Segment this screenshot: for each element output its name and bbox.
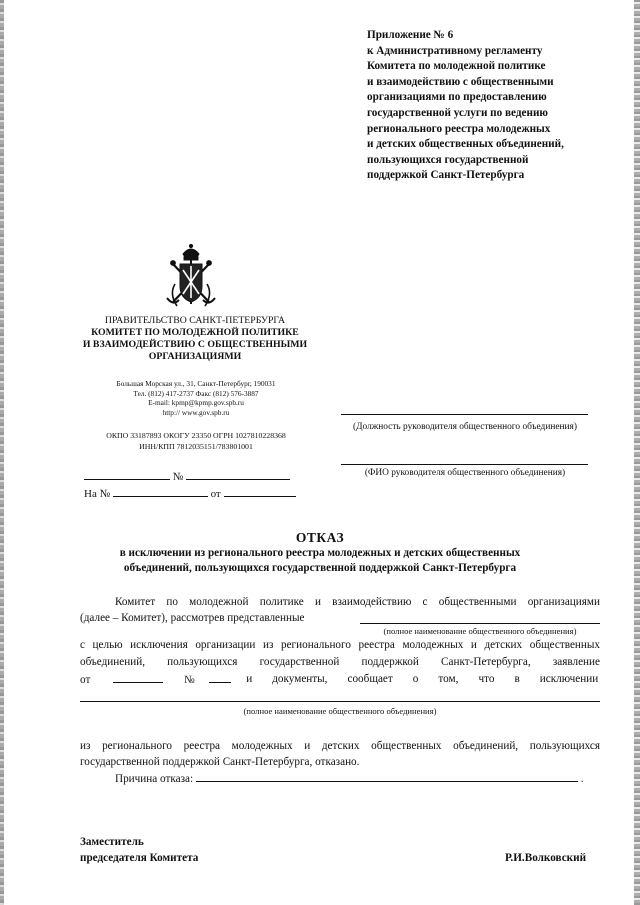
body-line: объединений, пользующихся государственной поддержкой Санкт-Петербурга, заявление (80, 656, 600, 668)
scan-right-edge (634, 0, 640, 905)
body-line: Комитет по молодежной политике и взаимодействию с общественными организациями (115, 596, 600, 608)
number-sign: № (172, 471, 184, 483)
committee-name-line2: И ВЗАИМОДЕЙСТВИЮ С ОБЩЕСТВЕННЫМИ (82, 339, 308, 350)
contact-info (80, 379, 312, 417)
signatory-role-line2: председателя Комитета (80, 852, 199, 864)
appendix-block (367, 28, 627, 184)
body-line: из регионального реестра молодежных и детских общественных объединений, пользующихся (80, 740, 600, 752)
org-name-line-2 (80, 701, 600, 702)
outgoing-number-line (84, 469, 290, 484)
appendix-line: Комитета по молодежной политике (367, 60, 546, 73)
refusal-reason-line (115, 771, 600, 787)
from-date-blank (224, 486, 296, 497)
statement-number-blank (209, 672, 231, 683)
address: Большая Морская ул., 31, Санкт-Петербург, 190031 (116, 379, 276, 388)
organization-header (80, 315, 310, 363)
position-caption: (Должность руководителя общественного объединения) (353, 422, 577, 432)
org-name-line (360, 623, 600, 624)
org-name-caption-2: (полное наименование общественного объединения) (243, 706, 437, 716)
registration-codes (80, 431, 312, 452)
document-title: ОТКАЗ (295, 530, 345, 545)
appendix-line: организациями по предоставлению (367, 91, 547, 104)
reason-blank (196, 771, 578, 782)
committee-name-line1: КОМИТЕТ ПО МОЛОДЕЖНОЙ ПОЛИТИКЕ (91, 327, 299, 338)
coat-of-arms-icon (163, 244, 219, 310)
appendix-line: государственной услуги по ведению (367, 106, 548, 119)
phone-fax: Тел. (812) 417-2737 Факс (812) 576-3887 (133, 388, 259, 398)
email: E-mail: kpmp@kpmp.gov.spb.ru (148, 398, 244, 408)
government-name: ПРАВИТЕЛЬСТВО САНКТ-ПЕТЕРБУРГА (104, 315, 286, 326)
appendix-line: регионального реестра молодежных (367, 122, 551, 135)
fio-line (341, 464, 588, 465)
website: http:// www.gov.spb.ru (162, 407, 230, 417)
appendix-line: поддержкой Санкт-Петербурга (367, 169, 525, 182)
document-subtitle-line1: в исключении из регионального реестра молодежных и детских общественных (119, 547, 521, 559)
committee-name-line3: ОРГАНИЗАЦИЯМИ (148, 351, 242, 362)
statement-number-sign: № (183, 674, 195, 686)
document-subtitle-line2: объединений, пользующихся государственной поддержкой Санкт-Петербурга (123, 562, 517, 574)
on-number-label: На № (84, 488, 111, 500)
inn-kpp: ИНН/КПП 7812035151/783801001 (139, 441, 253, 451)
body-line-from (80, 672, 600, 688)
position-line (341, 414, 588, 415)
org-name-caption: (полное наименование общественного объединения) (383, 626, 577, 636)
appendix-line: пользующихся государственной (367, 153, 529, 166)
fio-caption: (ФИО руководителя общественного объединения) (364, 468, 566, 478)
scan-left-edge (0, 0, 4, 905)
okpo-codes: ОКПО 33187893 ОКОГУ 23350 ОГРН 1027810228368 (106, 431, 286, 440)
appendix-line: к Административному регламенту (367, 44, 543, 57)
incoming-number-line (84, 486, 296, 501)
from-word: от (80, 674, 91, 686)
statement-date-blank (113, 672, 163, 683)
on-number-blank (113, 486, 208, 497)
reason-label: Причина отказа: (115, 773, 194, 785)
signatory-role-line1: Заместитель (80, 836, 144, 848)
body-line-text: (далее – Комитет), рассмотрев представленные (80, 612, 305, 624)
date-blank (84, 469, 170, 480)
appendix-line: и взаимодействию с общественными (367, 75, 554, 88)
body-line: с целью исключения организации из регионального реестра молодежных и детских общественных (80, 639, 600, 651)
signatory-name: Р.И.Волковский (505, 852, 587, 864)
appendix-line: и детских общественных объединений, (367, 138, 564, 151)
appendix-line: Приложение № 6 (367, 29, 454, 41)
from-label: от (210, 488, 221, 500)
reason-end: . (580, 773, 584, 785)
body-line: государственной поддержкой Санкт-Петербурга, отказано. (80, 756, 360, 768)
number-blank (186, 469, 290, 480)
body-line-rest: и документы, сообщает о том, что в исключении (246, 673, 599, 685)
